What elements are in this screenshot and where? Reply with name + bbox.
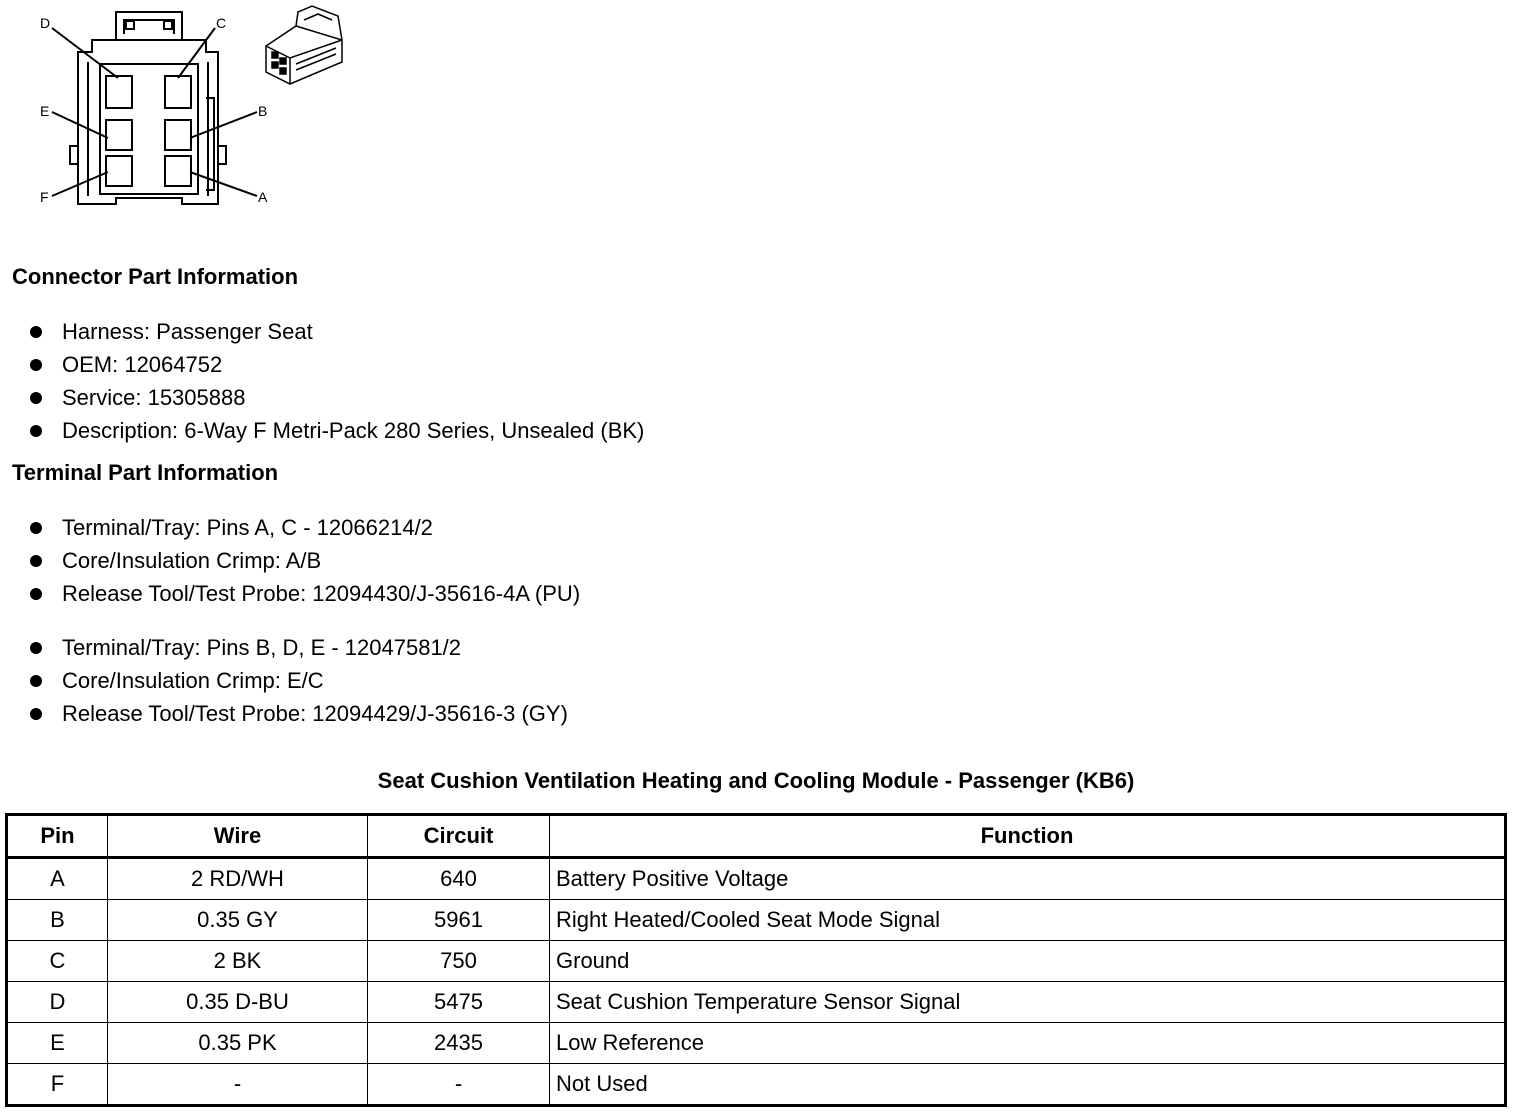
cell-function: Ground [550,941,1506,982]
table-row [7,941,1506,982]
terminal-part-list-2 [28,631,568,730]
list-item: OEM: 12064752 [28,348,644,381]
cell-pin: C [7,941,108,982]
cell-function: Low Reference [550,1023,1506,1064]
header-circuit: Circuit [368,815,550,858]
list-item: Harness: Passenger Seat [28,315,644,348]
pin-label-c: C [216,15,227,31]
header-wire: Wire [108,815,368,858]
cell-pin: E [7,1023,108,1064]
table-row [7,1023,1506,1064]
bullet-icon [30,522,42,534]
cell-function: Not Used [550,1064,1506,1106]
cell-circuit: 750 [368,941,550,982]
pin-table [5,813,1507,1107]
list-item: Description: 6-Way F Metri-Pack 280 Series, Unsealed (BK) [28,414,644,447]
connector-part-heading: Connector Part Information [12,264,299,289]
cell-wire: - [108,1064,368,1106]
cell-circuit: 2435 [368,1023,550,1064]
pin-label-e: E [40,103,50,119]
cell-wire: 0.35 GY [108,900,368,941]
bullet-icon [30,359,42,371]
pin-label-d: D [40,15,51,31]
header-function: Function [550,815,1506,858]
list-item: Core/Insulation Crimp: A/B [28,544,580,577]
table-row [7,982,1506,1023]
list-item: Terminal/Tray: Pins A, C - 12066214/2 [28,511,580,544]
cell-circuit: 5475 [368,982,550,1023]
table-row [7,1064,1506,1106]
bullet-icon [30,588,42,600]
list-item: Release Tool/Test Probe: 12094430/J-35616-4A (PU) [28,577,580,610]
list-item: Terminal/Tray: Pins B, D, E - 12047581/2 [28,631,568,664]
cell-pin: D [7,982,108,1023]
cell-circuit: - [368,1064,550,1106]
bullet-icon [30,708,42,720]
connector-part-list [28,315,644,447]
cell-function: Right Heated/Cooled Seat Mode Signal [550,900,1506,941]
cell-pin: A [7,858,108,900]
table-row [7,900,1506,941]
pin-label-f: F [40,189,49,205]
bullet-icon [30,326,42,338]
connector-diagram [0,0,360,230]
bullet-icon [30,642,42,654]
cell-pin: F [7,1064,108,1106]
terminal-part-list-1 [28,511,580,610]
terminal-part-heading: Terminal Part Information [12,460,279,485]
header-pin: Pin [7,815,108,858]
pin-label-b: B [258,103,268,119]
table-header-row [7,815,1506,858]
cell-circuit: 640 [368,858,550,900]
pin-label-a: A [258,189,268,205]
list-item: Release Tool/Test Probe: 12094429/J-35616-3 (GY) [28,697,568,730]
cell-circuit: 5961 [368,900,550,941]
bullet-icon [30,675,42,687]
connector-isometric-icon [266,6,342,84]
cell-wire: 2 BK [108,941,368,982]
cell-wire: 2 RD/WH [108,858,368,900]
cell-pin: B [7,900,108,941]
table-row [7,858,1506,900]
bullet-icon [30,555,42,567]
cell-function: Seat Cushion Temperature Sensor Signal [550,982,1506,1023]
cell-function: Battery Positive Voltage [550,858,1506,900]
cell-wire: 0.35 PK [108,1023,368,1064]
list-item: Core/Insulation Crimp: E/C [28,664,568,697]
bullet-icon [30,392,42,404]
cell-wire: 0.35 D-BU [108,982,368,1023]
list-item: Service: 15305888 [28,381,644,414]
bullet-icon [30,425,42,437]
pin-table-title: Seat Cushion Ventilation Heating and Cooling Module - Passenger (KB6) [377,768,1135,793]
